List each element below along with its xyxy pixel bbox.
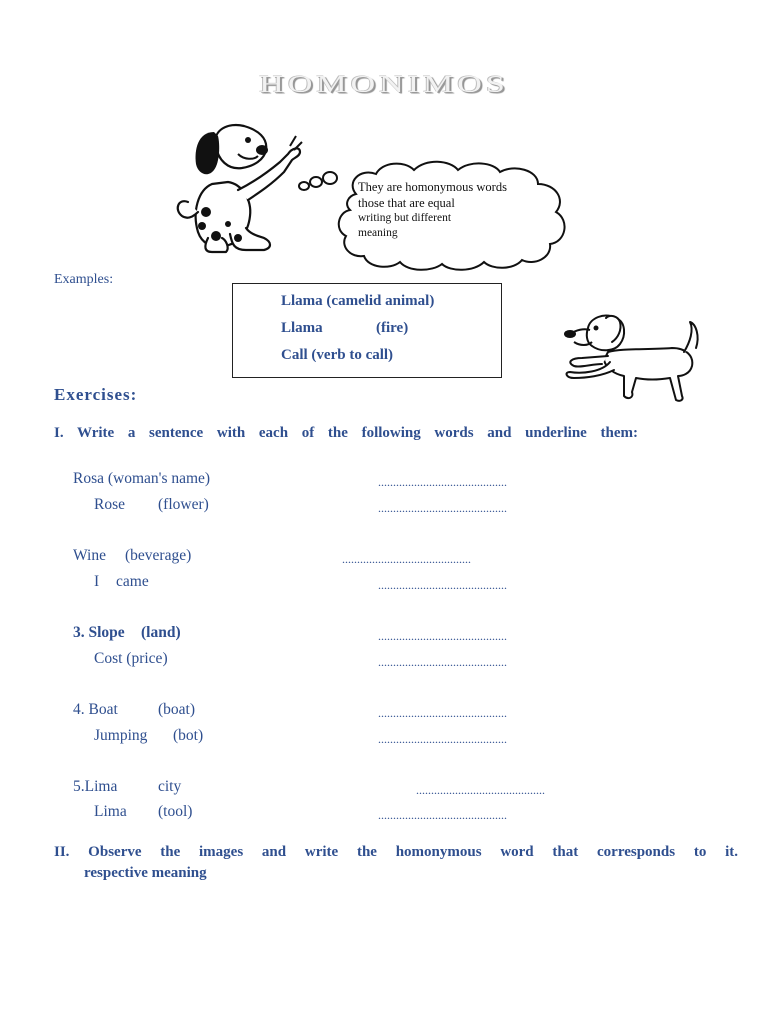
examples-label: Examples: [54, 272, 114, 287]
bubble-line: They are homonymous words [358, 180, 507, 194]
word-meaning: (land) [141, 624, 181, 641]
word-item: Wine [73, 547, 106, 564]
word-item: Rose [94, 496, 125, 513]
answer-blank[interactable]: ........................................... [378, 629, 507, 643]
word-meaning: came [116, 573, 149, 590]
walking-dog-illustration [562, 312, 708, 406]
answer-blank[interactable]: ........................................... [378, 706, 507, 720]
word-item: 3. Slope [73, 624, 125, 641]
example-meaning: (fire) [376, 320, 409, 336]
word-item: I [94, 573, 100, 590]
instruction-2-continued: respective meaning [84, 865, 207, 881]
pointing-dog-illustration [168, 120, 308, 262]
word-item: 4. Boat [73, 701, 118, 718]
example-word: Llama [281, 320, 323, 336]
word-meaning: (tool) [158, 803, 193, 820]
word-item: Lima [94, 803, 127, 820]
word-item: Jumping [94, 727, 148, 744]
answer-blank[interactable]: ........................................... [378, 475, 507, 489]
word-meaning: (bot) [173, 727, 204, 744]
answer-blank[interactable]: ........................................... [378, 655, 507, 669]
answer-blank[interactable]: ........................................... [342, 552, 471, 566]
word-item: 5.Lima [73, 778, 118, 795]
answer-blank[interactable]: ........................................... [378, 578, 507, 592]
instruction-2: II. Observe the images and write the homonymous word that corresponds to it. [54, 844, 738, 860]
page-title: HOMONIMOS [259, 71, 509, 98]
word-item: Rosa (woman's name) [73, 470, 211, 487]
exercises-heading: Exercises: [54, 385, 138, 404]
answer-blank[interactable]: ........................................... [378, 501, 507, 515]
instruction-1: I. Write a sentence with each of the following words and underline them: [54, 425, 638, 441]
answer-blank[interactable]: ........................................... [416, 783, 545, 797]
answer-blank[interactable]: ........................................... [378, 732, 507, 746]
examples-box [232, 283, 502, 378]
word-meaning: (beverage) [125, 547, 192, 564]
word-item: Cost (price) [94, 650, 168, 667]
bubble-line: meaning [358, 226, 398, 239]
word-meaning: city [158, 778, 182, 795]
bubble-line: writing but different [358, 212, 452, 225]
word-meaning: (flower) [158, 496, 209, 513]
answer-blank[interactable]: ........................................... [378, 808, 507, 822]
example-line: Call (verb to call) [281, 347, 394, 363]
example-line: Llama (camelid animal) [281, 293, 435, 309]
bubble-line: those that are equal [358, 195, 455, 210]
word-meaning: (boat) [158, 701, 196, 718]
thought-bubble-text [358, 180, 548, 240]
